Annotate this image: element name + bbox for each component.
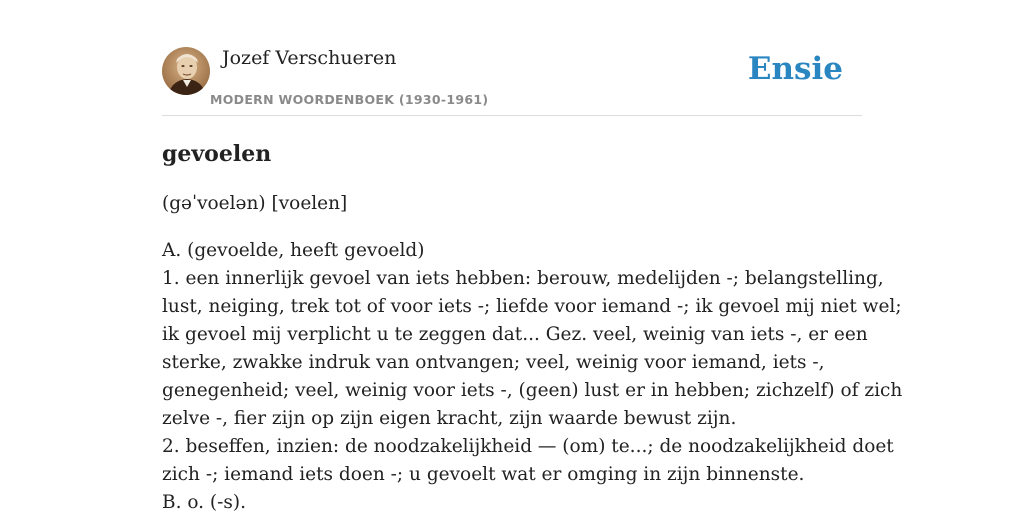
definition-line: sterke, zwakke indruk van ontvangen; veel, weinig voor iemand, iets -, [162, 352, 825, 373]
entry-content [162, 138, 903, 512]
definition-line: zich -; iemand iets doen -; u gevoelt wat er omging in zijn binnenste. [162, 464, 805, 485]
entry-pronunciation: (gəˈvoelən) [voelen] [162, 193, 348, 214]
entry-headword: gevoelen [162, 141, 272, 167]
definition-line: zelve -, fier zijn op zijn eigen kracht, zijn waarde bewust zijn. [162, 408, 737, 429]
author-name[interactable]: Jozef Verschueren [222, 47, 397, 69]
author-portrait-image [162, 47, 210, 95]
entry-definition [162, 237, 903, 512]
definition-line: 1. een innerlijk gevoel van iets hebben: berouw, medelijden -; belangstelling, [162, 268, 884, 289]
definition-line: ik gevoel mij verplicht u te zeggen dat... Gez. veel, weinig van iets -, er een [162, 324, 868, 345]
author-avatar[interactable] [162, 47, 210, 95]
definition-line: genegenheid; veel, weinig voor iets -, (geen) lust er in hebben; zichzelf) of zich [162, 380, 903, 401]
definition-line: B. o. (-s). [162, 492, 246, 512]
definition-line: A. (gevoelde, heeft gevoeld) [162, 240, 425, 261]
definition-line: lust, neiging, trek tot of voor iets -; liefde voor iemand -; ik gevoel mij niet wel; [162, 296, 902, 317]
source-label[interactable]: MODERN WOORDENBOEK (1930-1961) [210, 92, 489, 107]
definition-line: 2. beseffen, inzien: de noodzakelijkheid — (om) te...; de noodzakelijkheid doet [162, 436, 894, 457]
header-divider [162, 115, 862, 116]
brand-logo[interactable]: Ensie [747, 51, 843, 87]
